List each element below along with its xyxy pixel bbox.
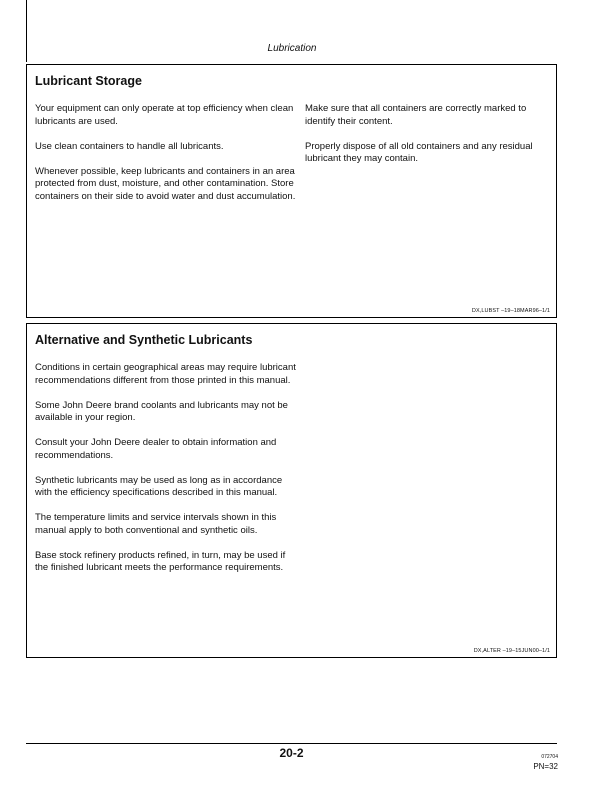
paragraph: Consult your John Deere dealer to obtain information and recommendations. (35, 437, 277, 461)
paragraph: Conditions in certain geographical areas may require lubricant recommendations different from those printed in this manual. (35, 362, 296, 386)
paragraph: Make sure that all containers are correctly marked to identify their content. (305, 103, 527, 127)
paragraph: Your equipment can only operate at top efficiency when clean lubricants are used. (35, 103, 294, 127)
footer-pn: PN=32 (533, 762, 558, 771)
running-header: Lubrication (267, 43, 317, 54)
paragraph: Use clean containers to handle all lubricants. (35, 140, 224, 152)
paragraph: Synthetic lubricants may be used as long as in accordance with the efficiency specifications described in this manual. (35, 474, 283, 498)
paragraph: Properly dispose of all old containers and any residual lubricant they may contain. (305, 140, 533, 164)
section-title: Alternative and Synthetic Lubricants (35, 333, 253, 347)
footer-code: 072704 (541, 754, 558, 760)
section-lubricant-storage (26, 64, 557, 318)
left-column (35, 362, 297, 587)
paragraph: Whenever possible, keep lubricants and containers in an area protected from dust, moisture, and other contamination. Store containers on their side to avoid water and dust accumulation. (35, 165, 296, 202)
paragraph: Some John Deere brand coolants and lubricants may not be available in your region. (35, 399, 288, 423)
left-column (35, 103, 297, 216)
section-title: Lubricant Storage (35, 74, 142, 88)
section-alternative-synthetic-lubricants (26, 323, 557, 658)
reference-code: DX,ALTER –19–15JUN00–1/1 (473, 648, 550, 654)
paragraph: The temperature limits and service intervals shown in this manual apply to both conventional and synthetic oils. (35, 512, 277, 536)
paragraph: Base stock refinery products refined, in turn, may be used if the finished lubricant meets the performance requirements. (35, 549, 286, 573)
reference-code: DX,LUBST –19–18MAR96–1/1 (471, 308, 550, 314)
footer-rule (26, 743, 557, 744)
page-number: 20-2 (279, 746, 304, 760)
right-column (305, 103, 553, 178)
